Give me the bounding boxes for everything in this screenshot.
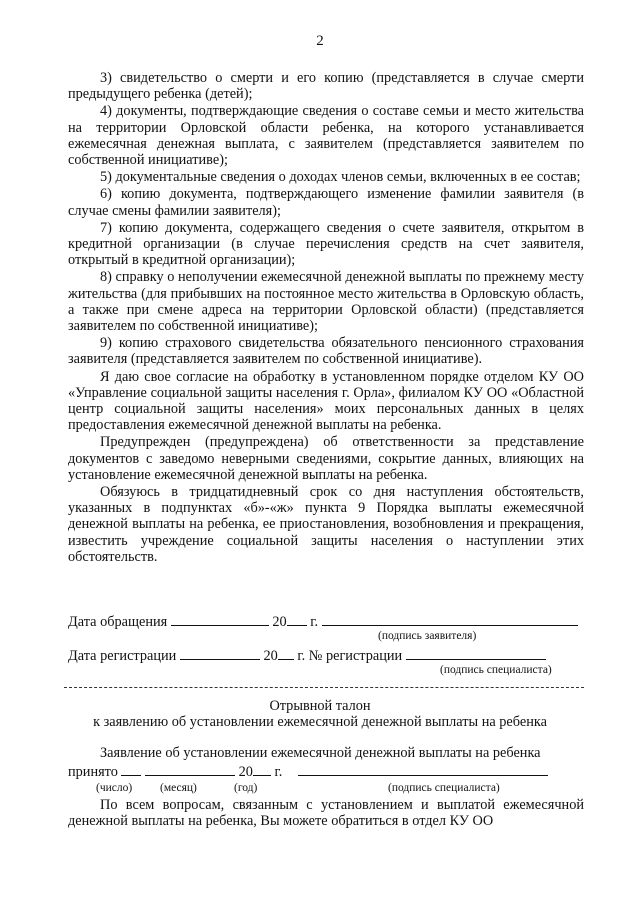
date-applied-field[interactable] xyxy=(171,612,269,626)
date-registered-label: Дата регистрации xyxy=(68,648,177,664)
reg-year-suffix: г. xyxy=(297,648,306,664)
applicant-signature-caption: (подпись заявителя) xyxy=(378,630,477,642)
paragraph-item-7: 7) копию документа, содержащего сведения о счете заявителя, открытом в кредитной организации (в случае перечисления средств на счет заявителя, открытый в кредитной организации); xyxy=(68,219,584,269)
warning-paragraph: Предупрежден (предупреждена) об ответственности за представление документов с заведомо неверными сведениями, сокрытие данных, влияющих на установление ежемесячной денежной выплаты на ребенка. xyxy=(68,434,584,483)
reg-year-field[interactable] xyxy=(278,646,294,660)
applicant-signature-field[interactable] xyxy=(322,612,578,626)
year-prefix: 20 xyxy=(272,614,287,630)
registration-number-label: № регистрации xyxy=(308,648,403,664)
slip-year-prefix: 20 xyxy=(238,764,253,780)
date-registered-field[interactable] xyxy=(180,646,260,660)
date-registered-line xyxy=(68,646,546,665)
reg-year-prefix: 20 xyxy=(263,648,278,664)
day-field[interactable] xyxy=(121,762,141,776)
specialist-signature-caption: (подпись специалиста) xyxy=(440,664,552,676)
final-paragraph: По всем вопросам, связанным с установлением и выплатой ежемесячной денежной выплаты на ребенка, Вы можете обратиться в отдел КУ ОО xyxy=(68,797,584,830)
caption-year: (год) xyxy=(234,782,258,794)
page-number: 2 xyxy=(316,33,324,49)
caption-month: (месяц) xyxy=(160,782,197,794)
paragraph-item-5: 5) документальные сведения о доходах членов семьи, включенных в ее состав; xyxy=(100,169,581,186)
statement-line: Заявление об установлении ежемесячной денежной выплаты на ребенка xyxy=(100,745,541,761)
paragraph-item-9: 9) копию страхового свидетельства обязательного пенсионного страхования заявителя (представляется заявителем по собственной инициативе). xyxy=(68,335,584,368)
registration-number-field[interactable] xyxy=(406,646,546,660)
accepted-line xyxy=(68,762,548,781)
date-applied-line xyxy=(68,612,578,631)
slip-year-suffix: г. xyxy=(274,764,283,780)
caption-signature: (подпись специалиста) xyxy=(388,782,500,794)
paragraph-item-4: 4) документы, подтверждающие сведения о составе семьи и место жительства на территории Орловской области ребенка, на которого устанавливается ежемесячная денежная выплата, с заявителем (представляется заявителем по собственной инициативе); xyxy=(68,103,584,169)
main-text xyxy=(68,70,584,566)
caption-day: (число) xyxy=(96,782,133,794)
month-field[interactable] xyxy=(145,762,235,776)
obligation-paragraph: Обязуюсь в тридцатидневный срок со дня наступления обстоятельств, указанных в подпунктах «б»-«ж» пункта 9 Порядка выплаты ежемесячной денежной выплаты на ребенка, ее приостановления, возобновления и прекращения, известить учреждение социальной защиты населения о наступлении этих обстоятельств. xyxy=(68,484,584,565)
date-applied-label: Дата обращения xyxy=(68,614,168,630)
slip-year-field[interactable] xyxy=(253,762,271,776)
accepted-label: принято xyxy=(68,764,118,780)
year-suffix: г. xyxy=(310,614,319,630)
year-field[interactable] xyxy=(287,612,307,626)
slip-signature-field[interactable] xyxy=(298,762,548,776)
paragraph-item-3: 3) свидетельство о смерти и его копию (представляется в случае смерти предыдущего ребенка (детей); xyxy=(68,70,584,103)
consent-paragraph: Я даю свое согласие на обработку в установленном порядке отделом КУ ОО «Управление социальной защиты населения г. Орла», филиалом КУ ОО «Областной центр социальной защиты населения» моих персональных данных в целях предоставления ежемесячной денежной выплаты на ребенка. xyxy=(68,368,584,434)
tear-off-subtitle: к заявлению об установлении ежемесячной денежной выплаты на ребенка xyxy=(93,714,547,730)
cut-line xyxy=(64,687,584,688)
paragraph-item-6: 6) копию документа, подтверждающего изменение фамилии заявителя (в случае смены фамилии заявителя); xyxy=(68,186,584,219)
paragraph-item-8: 8) справку о неполучении ежемесячной денежной выплаты по прежнему месту жительства (для прибывших на постоянное место жительства в Орловскую область, а также при смене адреса на территории Орловской области) (представляется заявителем по собственной инициативе); xyxy=(68,269,584,335)
final-text xyxy=(68,797,584,830)
tear-off-title: Отрывной талон xyxy=(269,698,371,714)
